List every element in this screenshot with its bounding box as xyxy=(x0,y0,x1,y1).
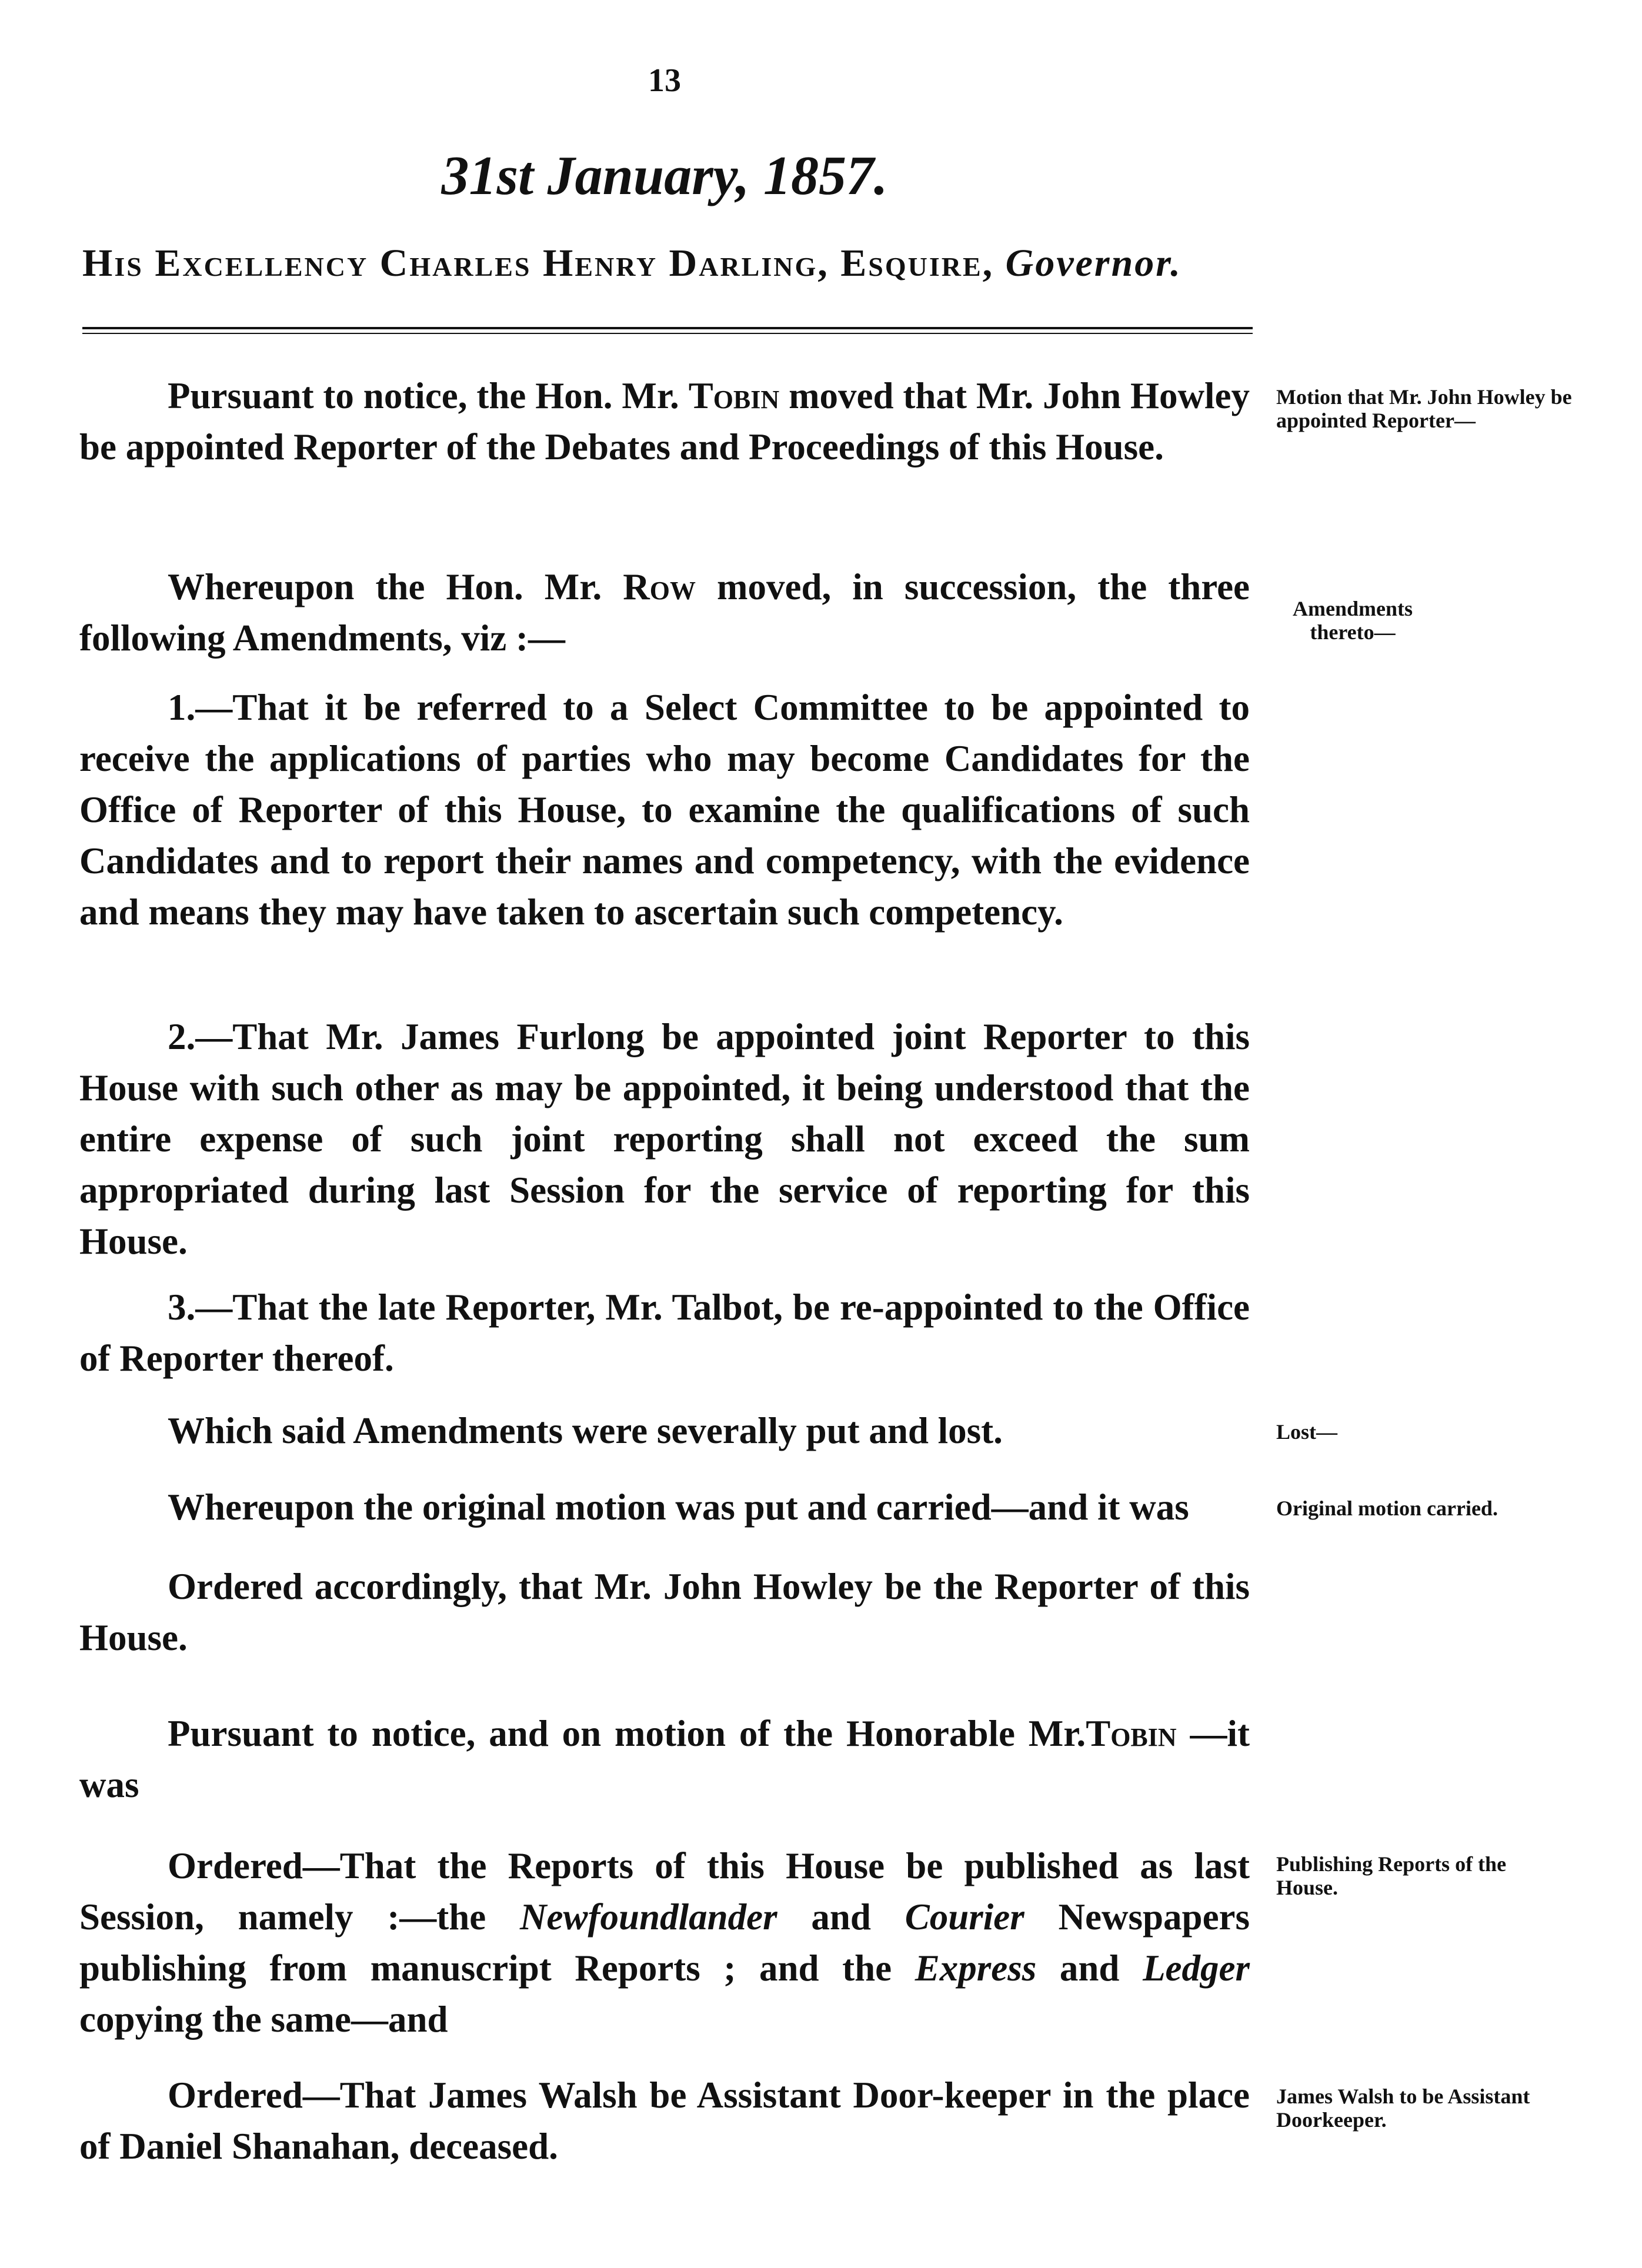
governor-title: Governor. xyxy=(1005,242,1182,285)
margin-note-lost: Lost— xyxy=(1276,1420,1338,1444)
paragraph-amendment-1: 1.—That it be referred to a Select Committee to be appointed to receive the applications of parties who may become Candidates for the Office of Reporter of this House, to examine the qualifications of such Candidates and to report their names and competency, with the evidence and means they may have taken to ascertain such competency. xyxy=(79,687,1250,933)
newspaper-name: Express xyxy=(915,1948,1037,1989)
governor-line xyxy=(82,241,1264,286)
text-run: copying the same—and xyxy=(79,1999,448,2040)
text-run: Pursuant to notice, the Hon. Mr. xyxy=(168,375,679,416)
paragraph-amendments xyxy=(79,562,1250,664)
paragraph-second-motion xyxy=(79,1708,1250,1811)
text-run: Whereupon the Hon. Mr. xyxy=(168,566,602,607)
member-name: Row xyxy=(623,566,696,607)
paragraph-doorkeeper: Ordered—That James Walsh be Assistant Door-keeper in the place of Daniel Shanahan, deceased. xyxy=(79,2075,1250,2167)
paragraph-motion xyxy=(79,370,1250,473)
paragraph-amendment-3: 3.—That the late Reporter, Mr. Talbot, be re-appointed to the Office of Reporter thereof. xyxy=(79,1287,1250,1379)
newspaper-name: Newfoundlander xyxy=(520,1896,777,1938)
text-run: Newspapers publishing from manuscript Reports ; and the xyxy=(79,1896,1250,1989)
paragraph-amendment-2: 2.—That Mr. James Furlong be appointed joint Reporter to this House with such other as may be appointed, it being understood that the entire expense of such joint reporting shall not exceed the sum appropriated during last Session for the service of reporting for this House. xyxy=(79,1016,1250,1262)
member-name: Tobin xyxy=(1086,1713,1177,1754)
text-run: and xyxy=(1059,1948,1120,1989)
paragraph-lost: Which said Amendments were severally put and lost. xyxy=(168,1410,1003,1451)
page-number: 13 xyxy=(648,62,681,99)
paragraph-ordered: Ordered accordingly, that Mr. John Howley be the Reporter of this House. xyxy=(79,1566,1250,1658)
paragraph-original-motion: Whereupon the original motion was put and carried—and it was xyxy=(168,1487,1189,1528)
margin-note-reports: Publishing Reports of the House. xyxy=(1276,1852,1507,1899)
margin-note-carried: Original motion carried. xyxy=(1276,1497,1498,1520)
double-rule xyxy=(82,327,1253,334)
margin-note-motion: Motion that Mr. John Howley be appointed Reporter— xyxy=(1276,385,1572,432)
margin-note-doorkeeper: James Walsh to be Assistant Doorkeeper. xyxy=(1276,2085,1530,2132)
text-run: —it was xyxy=(79,1713,1250,1805)
text-run: moved that Mr. John Howley be appointed Reporter of the Debates and Proceedings of this House. xyxy=(79,375,1250,467)
date-heading: 31st January, 1857. xyxy=(441,145,888,206)
text-run: Pursuant to notice, and on motion of the Honorable Mr. xyxy=(168,1713,1086,1754)
margin-note-amendments: Amendments thereto— xyxy=(1293,597,1413,644)
paragraph-reports xyxy=(79,1841,1250,2045)
member-name: Tobin xyxy=(688,375,780,416)
newspaper-name: Courier xyxy=(905,1896,1024,1938)
text-run: moved, in succession, the three following Amendments, viz :— xyxy=(79,566,1250,659)
text-run: and xyxy=(811,1896,871,1938)
newspaper-name: Ledger xyxy=(1143,1948,1250,1989)
text-run: Ordered—That the Reports of this House be published as last Session, namely :—the xyxy=(79,1845,1250,1938)
governor-name: His Excellency Charles Henry Darling, Esquire, xyxy=(82,242,994,285)
